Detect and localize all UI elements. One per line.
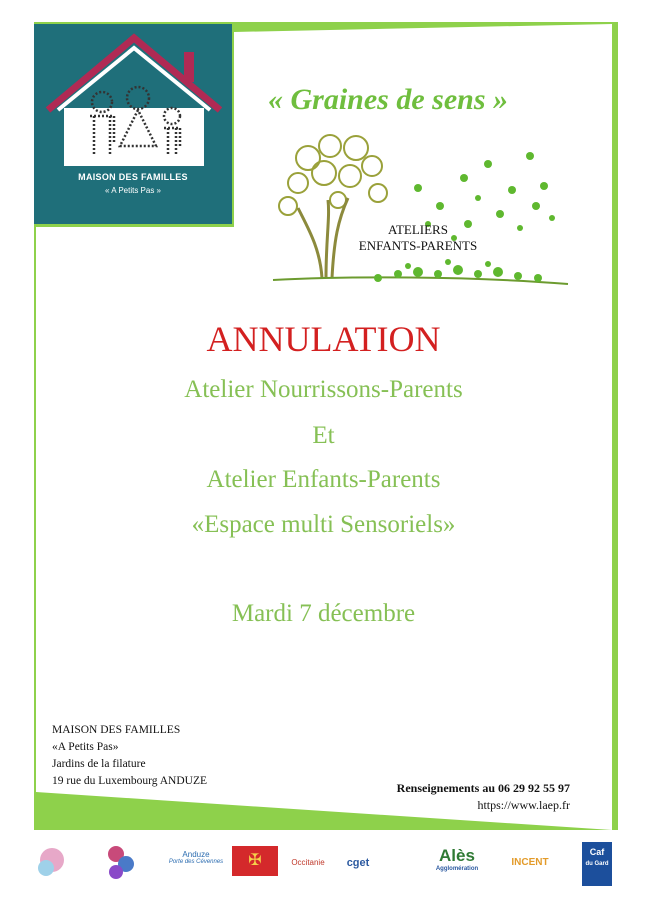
ateliers-line2: ENFANTS-PARENTS [358, 238, 478, 253]
contact-phone: Renseignements au 06 29 92 55 97 [396, 781, 570, 795]
ateliers-line1: ATELIERS [388, 222, 448, 237]
partner-logo-cget: cget [346, 857, 370, 869]
partner-logo-1 [32, 844, 72, 882]
event-title: « Graines de sens » [268, 83, 509, 116]
partner-logo-occitanie: Occitanie [291, 858, 325, 867]
ateliers-subtitle [338, 222, 498, 254]
partner-logo-ales [428, 846, 486, 880]
partner-logo-caf [582, 842, 612, 886]
atelier-enfants-line: Atelier Enfants-Parents [206, 466, 441, 493]
anduze-sub: Porte des Cévennes [168, 859, 224, 865]
address-block [52, 722, 207, 790]
logo-title: MAISON DES FAMILLES [78, 172, 188, 182]
partner-logo-cross: ✠ [232, 846, 278, 876]
event-date: Mardi 7 décembre [231, 600, 416, 627]
maison-des-familles-logo [34, 24, 232, 224]
address-line: «A Petits Pas» [52, 741, 119, 753]
partner-logo-vincent: INCENT [511, 857, 549, 868]
annulation-headline: ANNULATION [206, 319, 441, 359]
caf-sub: du Gard [585, 861, 609, 867]
anduze-text: Anduze [182, 850, 210, 859]
ales-sub: Agglomération [435, 866, 479, 872]
house-icon [34, 24, 232, 169]
address-line: MAISON DES FAMILLES [52, 724, 181, 736]
logo-subtitle: « A Petits Pas » [104, 186, 162, 195]
address-line: Jardins de la filature [52, 758, 146, 770]
partner-logo-2 [104, 842, 138, 884]
contact-url[interactable]: https://www.laep.fr [477, 798, 570, 812]
ales-text: Alès [439, 846, 475, 865]
caf-text: Caf [589, 847, 605, 857]
atelier-nourrissons-line: Atelier Nourrissons-Parents [184, 376, 463, 403]
partner-logos [0, 836, 647, 896]
address-line: 19 rue du Luxembourg ANDUZE [52, 775, 208, 787]
contact-block [340, 780, 570, 814]
et-line: Et [312, 422, 335, 449]
partner-logo-anduze [168, 850, 224, 880]
tree-illustration [268, 128, 578, 298]
espace-sensoriels-line: «Espace multi Sensoriels» [191, 511, 456, 538]
